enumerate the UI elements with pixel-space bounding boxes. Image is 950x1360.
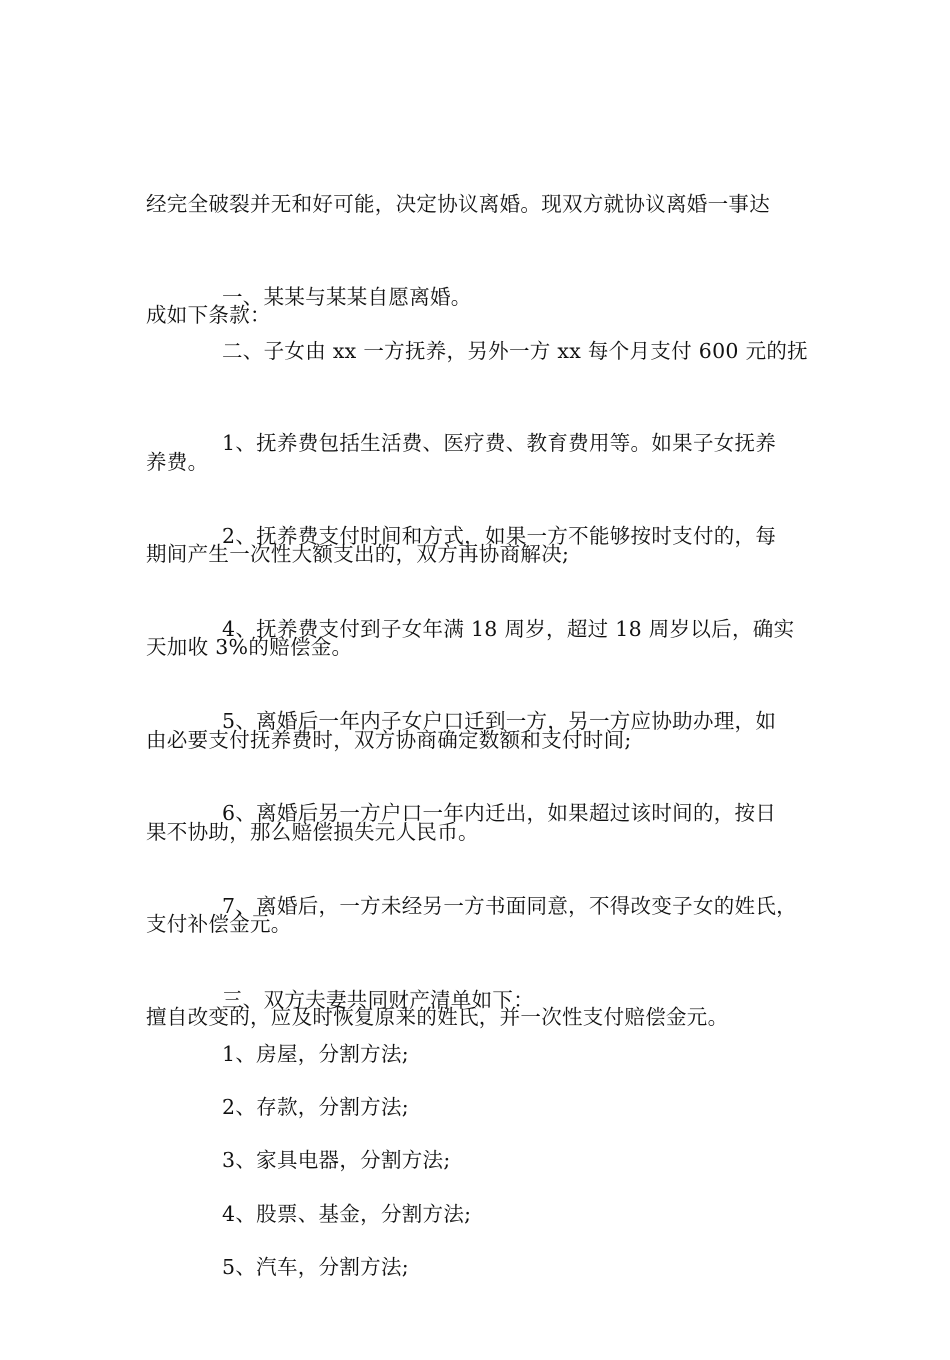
text-line: 支付补偿金元。 <box>146 912 292 936</box>
text-line: 2、抚养费支付时间和方式，如果一方不能够按时支付的，每 <box>222 524 777 548</box>
text-line: 4、股票、基金，分割方法; <box>222 1202 472 1226</box>
text-line: 1、抚养费包括生活费、医疗费、教育费用等。如果子女抚养 <box>222 431 777 455</box>
text-line: 5、汽车，分割方法; <box>222 1255 409 1279</box>
text-line: 6、离婚后另一方户口一年内迁出，如果超过该时间的，按日 <box>222 801 777 825</box>
text-line: 3、家具电器，分割方法; <box>222 1148 451 1172</box>
text-line: 4、抚养费支付到子女年满 18 周岁，超过 18 周岁以后，确实 <box>222 617 795 641</box>
text-line: 三、双方夫妻共同财产清单如下： <box>222 988 534 1012</box>
text-line: 二、子女由 xx 一方抚养，另外一方 xx 每个月支付 600 元的抚 <box>222 339 808 363</box>
text-line: 由必要支付抚养费时，双方协商确定数额和支付时间; <box>146 728 632 752</box>
text-line: 一、某某与某某自愿离婚。 <box>222 285 472 309</box>
text-line: 经完全破裂并无和好可能，决定协议离婚。现双方就协议离婚一事达 <box>146 192 770 216</box>
text-line: 7、离婚后，一方未经另一方书面同意，不得改变子女的姓氏， <box>222 894 797 918</box>
text-line: 擅自改变的，应及时恢复原来的姓氏，并一次性支付赔偿金元。 <box>146 1005 729 1029</box>
text-line: 5、离婚后一年内子女户口迁到一方，另一方应协助办理，如 <box>222 709 777 733</box>
paragraph-item-3-5 <box>146 1175 806 1360</box>
text-line: 期间产生一次性大额支出的，双方再协商解决; <box>146 542 570 566</box>
text-line: 天加收 3%的赔偿金。 <box>146 635 353 659</box>
text-line: 成如下条款： <box>146 303 271 327</box>
text-line: 2、存款，分割方法; <box>222 1095 409 1119</box>
text-line: 果不协助，那么赔偿损失元人民币。 <box>146 820 479 844</box>
text-line: 养费。 <box>146 450 209 474</box>
text-line: 1、房屋，分割方法; <box>222 1042 409 1066</box>
